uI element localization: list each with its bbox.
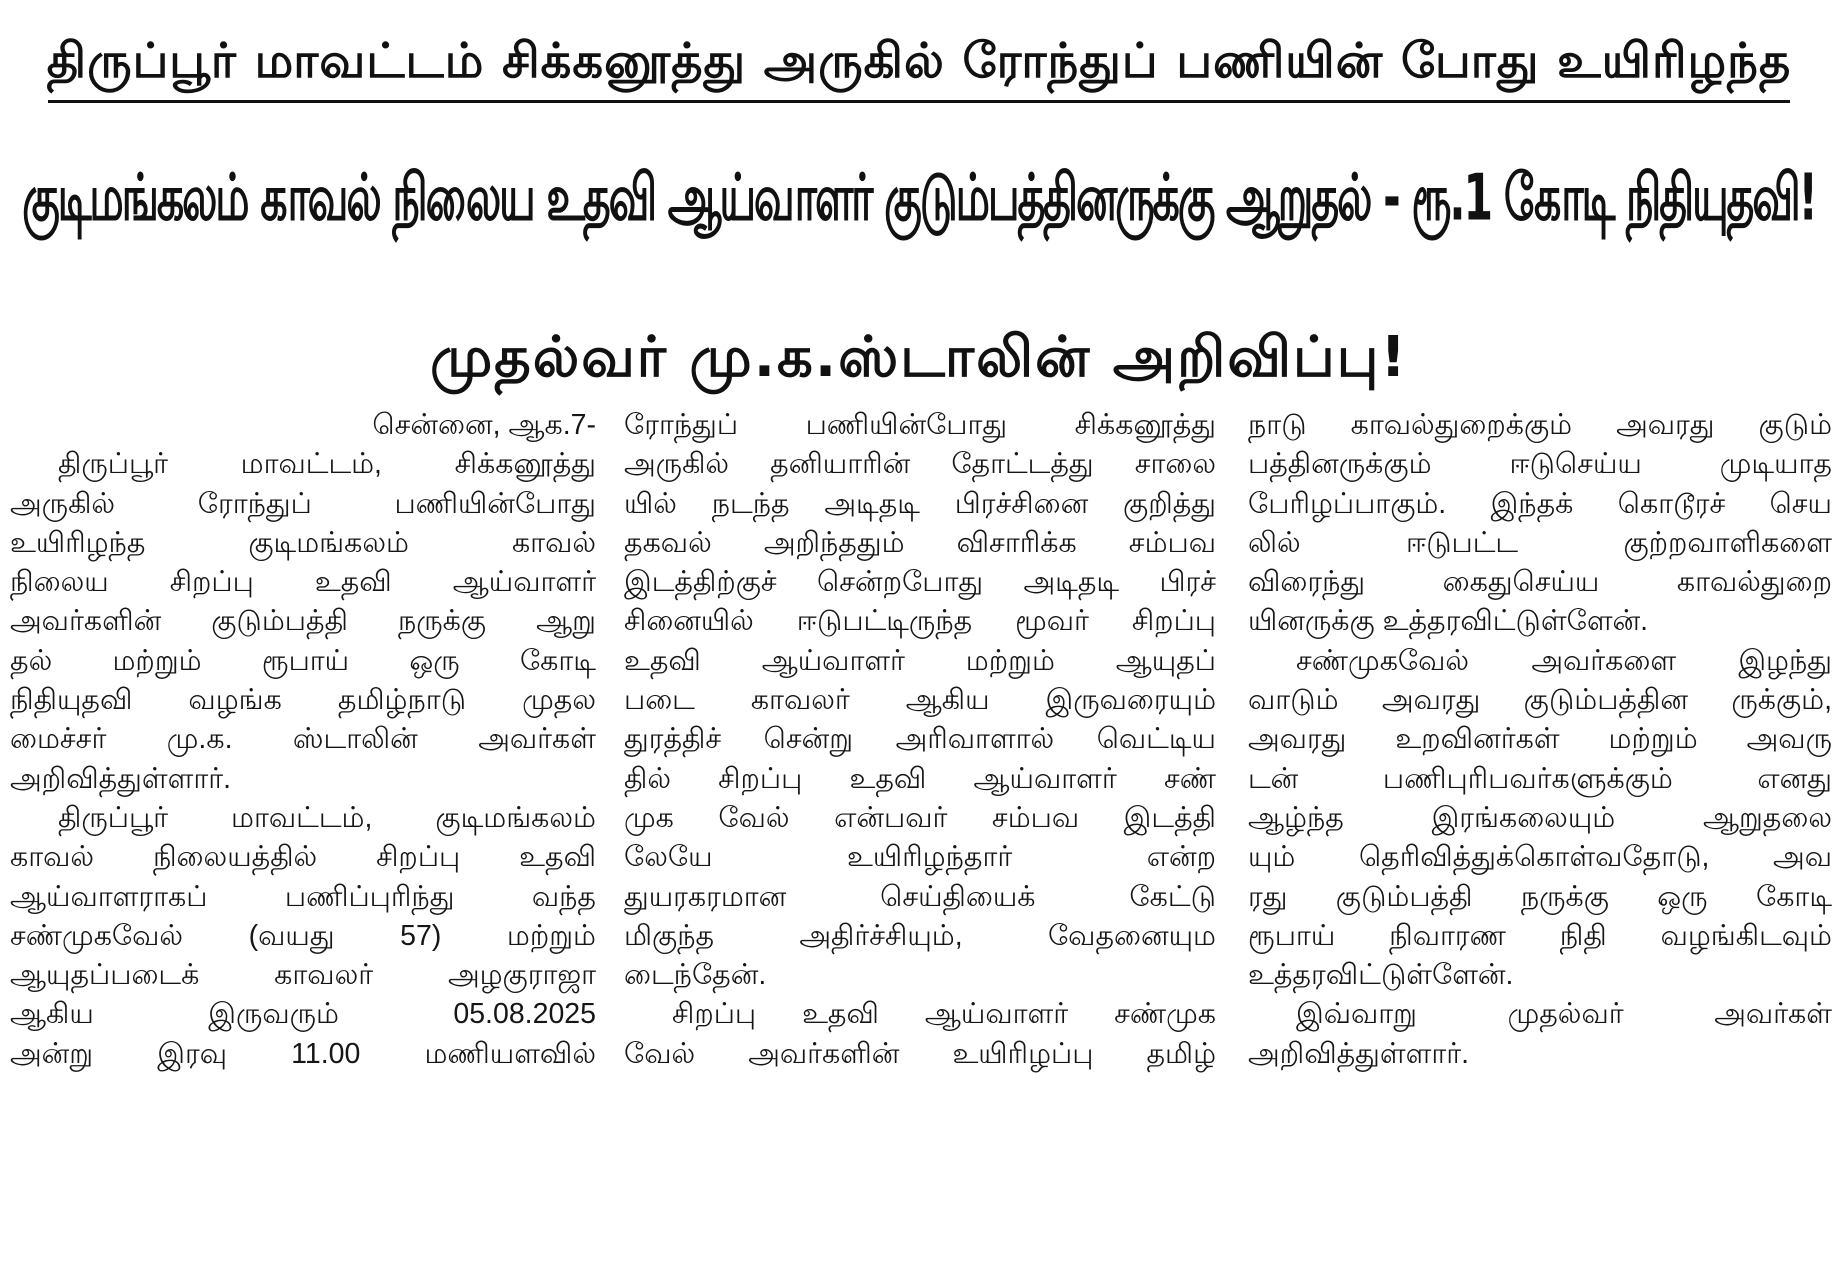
body-line: லில் ஈடுபட்ட குற்றவாளிகளை [1248,526,1832,559]
body-line: அவர்களின் குடும்பத்தி நருக்கு ஆறு [10,605,596,638]
body-line: இவ்வாறு முதல்வர் அவர்கள் [1296,998,1832,1031]
body-line: ரது குடும்பத்தி நருக்கு ஒரு கோடி [1248,880,1832,913]
body-line: யினருக்கு உத்தரவிட்டுள்ளேன். [1248,605,1649,638]
kicker-underline [48,100,1790,103]
body-line: அறிவித்துள்ளார். [10,762,232,795]
body-line: துயரகரமான செய்தியைக் கேட்டு [624,880,1216,913]
body-line: அன்று இரவு 11.00 மணியளவில் [10,1037,596,1070]
body-line: காவல் நிலையத்தில் சிறப்பு உதவி [10,841,596,874]
body-line: டைந்தேன். [624,959,767,992]
body-line: துரத்திச் சென்று அரிவாளால் வெட்டிய [624,723,1216,756]
body-line: யில் நடந்த அடிதடி பிரச்சினை குறித்து [624,487,1216,520]
body-line: உயிரிழந்த குடிமங்கலம் காவல் [10,526,596,559]
body-line: லேயே உயிரிழந்தார் என்ற [624,841,1216,874]
body-line: தல் மற்றும் ரூபாய் ஒரு கோடி [10,644,596,677]
body-line: அருகில் ரோந்துப் பணியின்போது [10,487,596,520]
body-line: முக வேல் என்பவர் சம்பவ இடத்தி [624,801,1216,834]
body-line: யும் தெரிவித்துக்கொள்வதோடு, அவ [1248,841,1832,874]
body-line: திருப்பூர் மாவட்டம், குடிமங்கலம் [58,801,596,834]
article-column-3 [1248,406,1832,1074]
body-line: விரைந்து கைதுசெய்ய காவல்துறை [1248,566,1832,599]
body-line: வேல் அவர்களின் உயிரிழப்பு தமிழ் [624,1037,1216,1070]
body-line: மிகுந்த அதிர்ச்சியும், வேதனையும [624,919,1216,952]
body-line: சினையில் ஈடுபட்டிருந்த மூவர் சிறப்பு [624,605,1216,638]
body-line: தகவல் அறிந்ததும் விசாரிக்க சம்பவ [624,526,1216,559]
body-line: உதவி ஆய்வாளர் மற்றும் ஆயுதப் [624,644,1216,677]
body-line: நாடு காவல்துறைக்கும் அவரது குடும் [1248,409,1832,441]
body-line: அருகில் தனியாரின் தோட்டத்து சாலை [624,448,1216,481]
body-line: டன் பணிபுரிபவர்களுக்கும் எனது [1248,762,1832,795]
dateline: சென்னை, ஆக.7- [372,409,596,441]
body-line: அவரது உறவினர்கள் மற்றும் அவரு [1248,723,1832,756]
body-line: ரோந்துப் பணியின்போது சிக்கனூத்து [624,409,1216,441]
body-line: நிதியுதவி வழங்க தமிழ்நாடு முதல [10,684,596,717]
sub-headline: முதல்வர் மு.க.ஸ்டாலின் அறிவிப்பு! [430,325,1408,390]
body-line: சிறப்பு உதவி ஆய்வாளர் சண்முக [672,998,1216,1031]
body-line: ரூபாய் நிவாரண நிதி வழங்கிடவும் [1248,919,1832,952]
article-column-1 [10,406,596,1074]
body-line: திருப்பூர் மாவட்டம், சிக்கனூத்து [58,448,596,481]
body-line: நிலைய சிறப்பு உதவி ஆய்வாளர் [10,566,596,599]
main-headline: குடிமங்கலம் காவல் நிலைய உதவி ஆய்வாளர் குடும்பத்தினருக்கு ஆறுதல் - ரூ.1 கோடி நிதியுதவி! [22,162,1816,236]
article-column-2 [624,406,1216,1074]
body-line: ஆழ்ந்த இரங்கலையும் ஆறுதலை [1248,801,1832,834]
body-line: படை காவலர் ஆகிய இருவரையும் [624,684,1216,717]
body-line: உத்தரவிட்டுள்ளேன். [1248,959,1514,992]
body-line: தில் சிறப்பு உதவி ஆய்வாளர் சண் [624,762,1216,795]
body-line: ஆகிய இருவரும் 05.08.2025 [10,998,596,1031]
body-line: அறிவித்துள்ளார். [1248,1037,1470,1070]
body-line: ஆய்வாளராகப் பணிப்புரிந்து வந்த [10,880,596,913]
body-line: சண்முகவேல் (வயது 57) மற்றும் [10,919,596,952]
body-line: பத்தினருக்கும் ஈடுசெய்ய முடியாத [1248,448,1832,481]
body-line: ஆயுதப்படைக் காவலர் அழகுராஜா [10,959,596,992]
kicker-headline: திருப்பூர் மாவட்டம் சிக்கனூத்து அருகில் ரோந்துப் பணியின் போது உயிரிழந்த [46,33,1792,89]
body-line: வாடும் அவரது குடும்பத்தின ருக்கும், [1248,684,1832,717]
body-line: இடத்திற்குச் சென்றபோது அடிதடி பிரச் [624,566,1216,599]
body-line: பேரிழப்பாகும். இந்தக் கொடூரச் செய [1248,487,1832,520]
body-line: சண்முகவேல் அவர்களை இழந்து [1296,644,1832,677]
body-line: மைச்சர் மு.க. ஸ்டாலின் அவர்கள் [10,723,596,756]
